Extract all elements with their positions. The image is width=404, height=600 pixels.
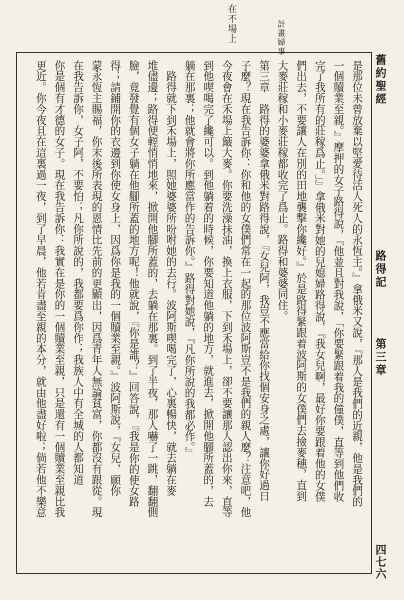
text-column: 你是個有才德的女子。現在我告訴你：我實在是你的一個贖業至親，只是還有一個贖業至親比我 (53, 60, 66, 518)
text-column: 今夜會在禾場上簸大麥。你要洗澡抹油，換上衣服，下到禾場上，卻不要讓那人認出你來，直等 (220, 60, 233, 518)
text-column: 子麼？現在我告訴你：你和他的女僕們常在一起的那位波阿斯豈不是我們的親人麼？注意吧，他 (239, 60, 252, 518)
text-column: 完了我所有的莊稼爲止。」』拿俄米對她的兒媳婦路得說，『我女兒啊，最好你要跟着他的女僕 (313, 60, 326, 502)
text-column: 到他喫喝完了纔可以。到他躺着的時候，你要知道他躺的地方，就進去，掀開他腳所蓋的，去 (202, 60, 215, 507)
text-column: 躺在那裏；他就會將你所應當作的告訴你。』路得對她說，『凡你所說的我都必作。』 (183, 60, 196, 459)
text-column: 更近。你今夜且在這裏過一夜，到了早晨，他若肯盡至親的本分，就由他盡好啦；倘若他不樂意 (34, 60, 47, 518)
page-number: 四七六 (374, 544, 387, 580)
text-column: 臉，竟發覺有個女子躺在他腳所蓋的地方呢！他就說，『你是誰？』回答說，『我是你的使女路 (127, 60, 140, 508)
text-column: 路得就下到禾場上，照她婆婆所吩咐她的去行。波阿斯喫喝完了，心裏暢快，就去躺在麥 (165, 60, 177, 496)
text-column: 是那位未曾放棄以堅愛待活人死人的永恆主。』拿俄米又說，『那人是我們的近親，他是我們的 (351, 60, 363, 508)
text-column: 大麥莊稼和小麥莊稼都收完了爲止。路得和婆婆同住。 (276, 60, 289, 322)
text-column: 們出去，不要讓人在別的田地襲擊你纔好。』於是路得緊跟着波阿斯的女僕們去撿麥穗，直到 (295, 60, 308, 502)
text-column: 蒙永恆主賜福，你末後所表現的恩情比先前的更顯出，因爲青年人無論貧富，你都沒有跟從。現 (90, 60, 103, 518)
text-column: 一個贖業至親。』摩押的女子路得說，『他並且對我說，「你要緊跟着我的僮僕，直等到他們收 (332, 60, 345, 502)
text-column: 在我告訴你，女子阿，不要怕；凡你所說的，我都要爲你作；我族人中有全城的人都知道 (72, 60, 84, 486)
book-title: 舊約聖經 (374, 54, 387, 106)
series-label: 計畫婦事 (277, 20, 286, 56)
chapter-label: 第三章 (374, 338, 387, 377)
running-title: 路得記 (374, 250, 387, 289)
edition-label: 在不場上 (226, 4, 236, 44)
text-column: 得；請鋪開你的衣邊到你使女身上，因爲你是我的一個贖業至親。』波阿斯說，『女兒，願你 (109, 60, 122, 497)
text-column: 堆儘邊；路得便輕悄悄地來，掀開他腳所蓋的，去躺在那裏。到了半夜，那人嚇了一跳，翻翻側 (146, 60, 159, 518)
text-column: 第三章 路得的婆婆拿俄米對路得說，『女兒阿，我豈不應當給你找個安身之處，讓你好過日 (258, 60, 270, 502)
